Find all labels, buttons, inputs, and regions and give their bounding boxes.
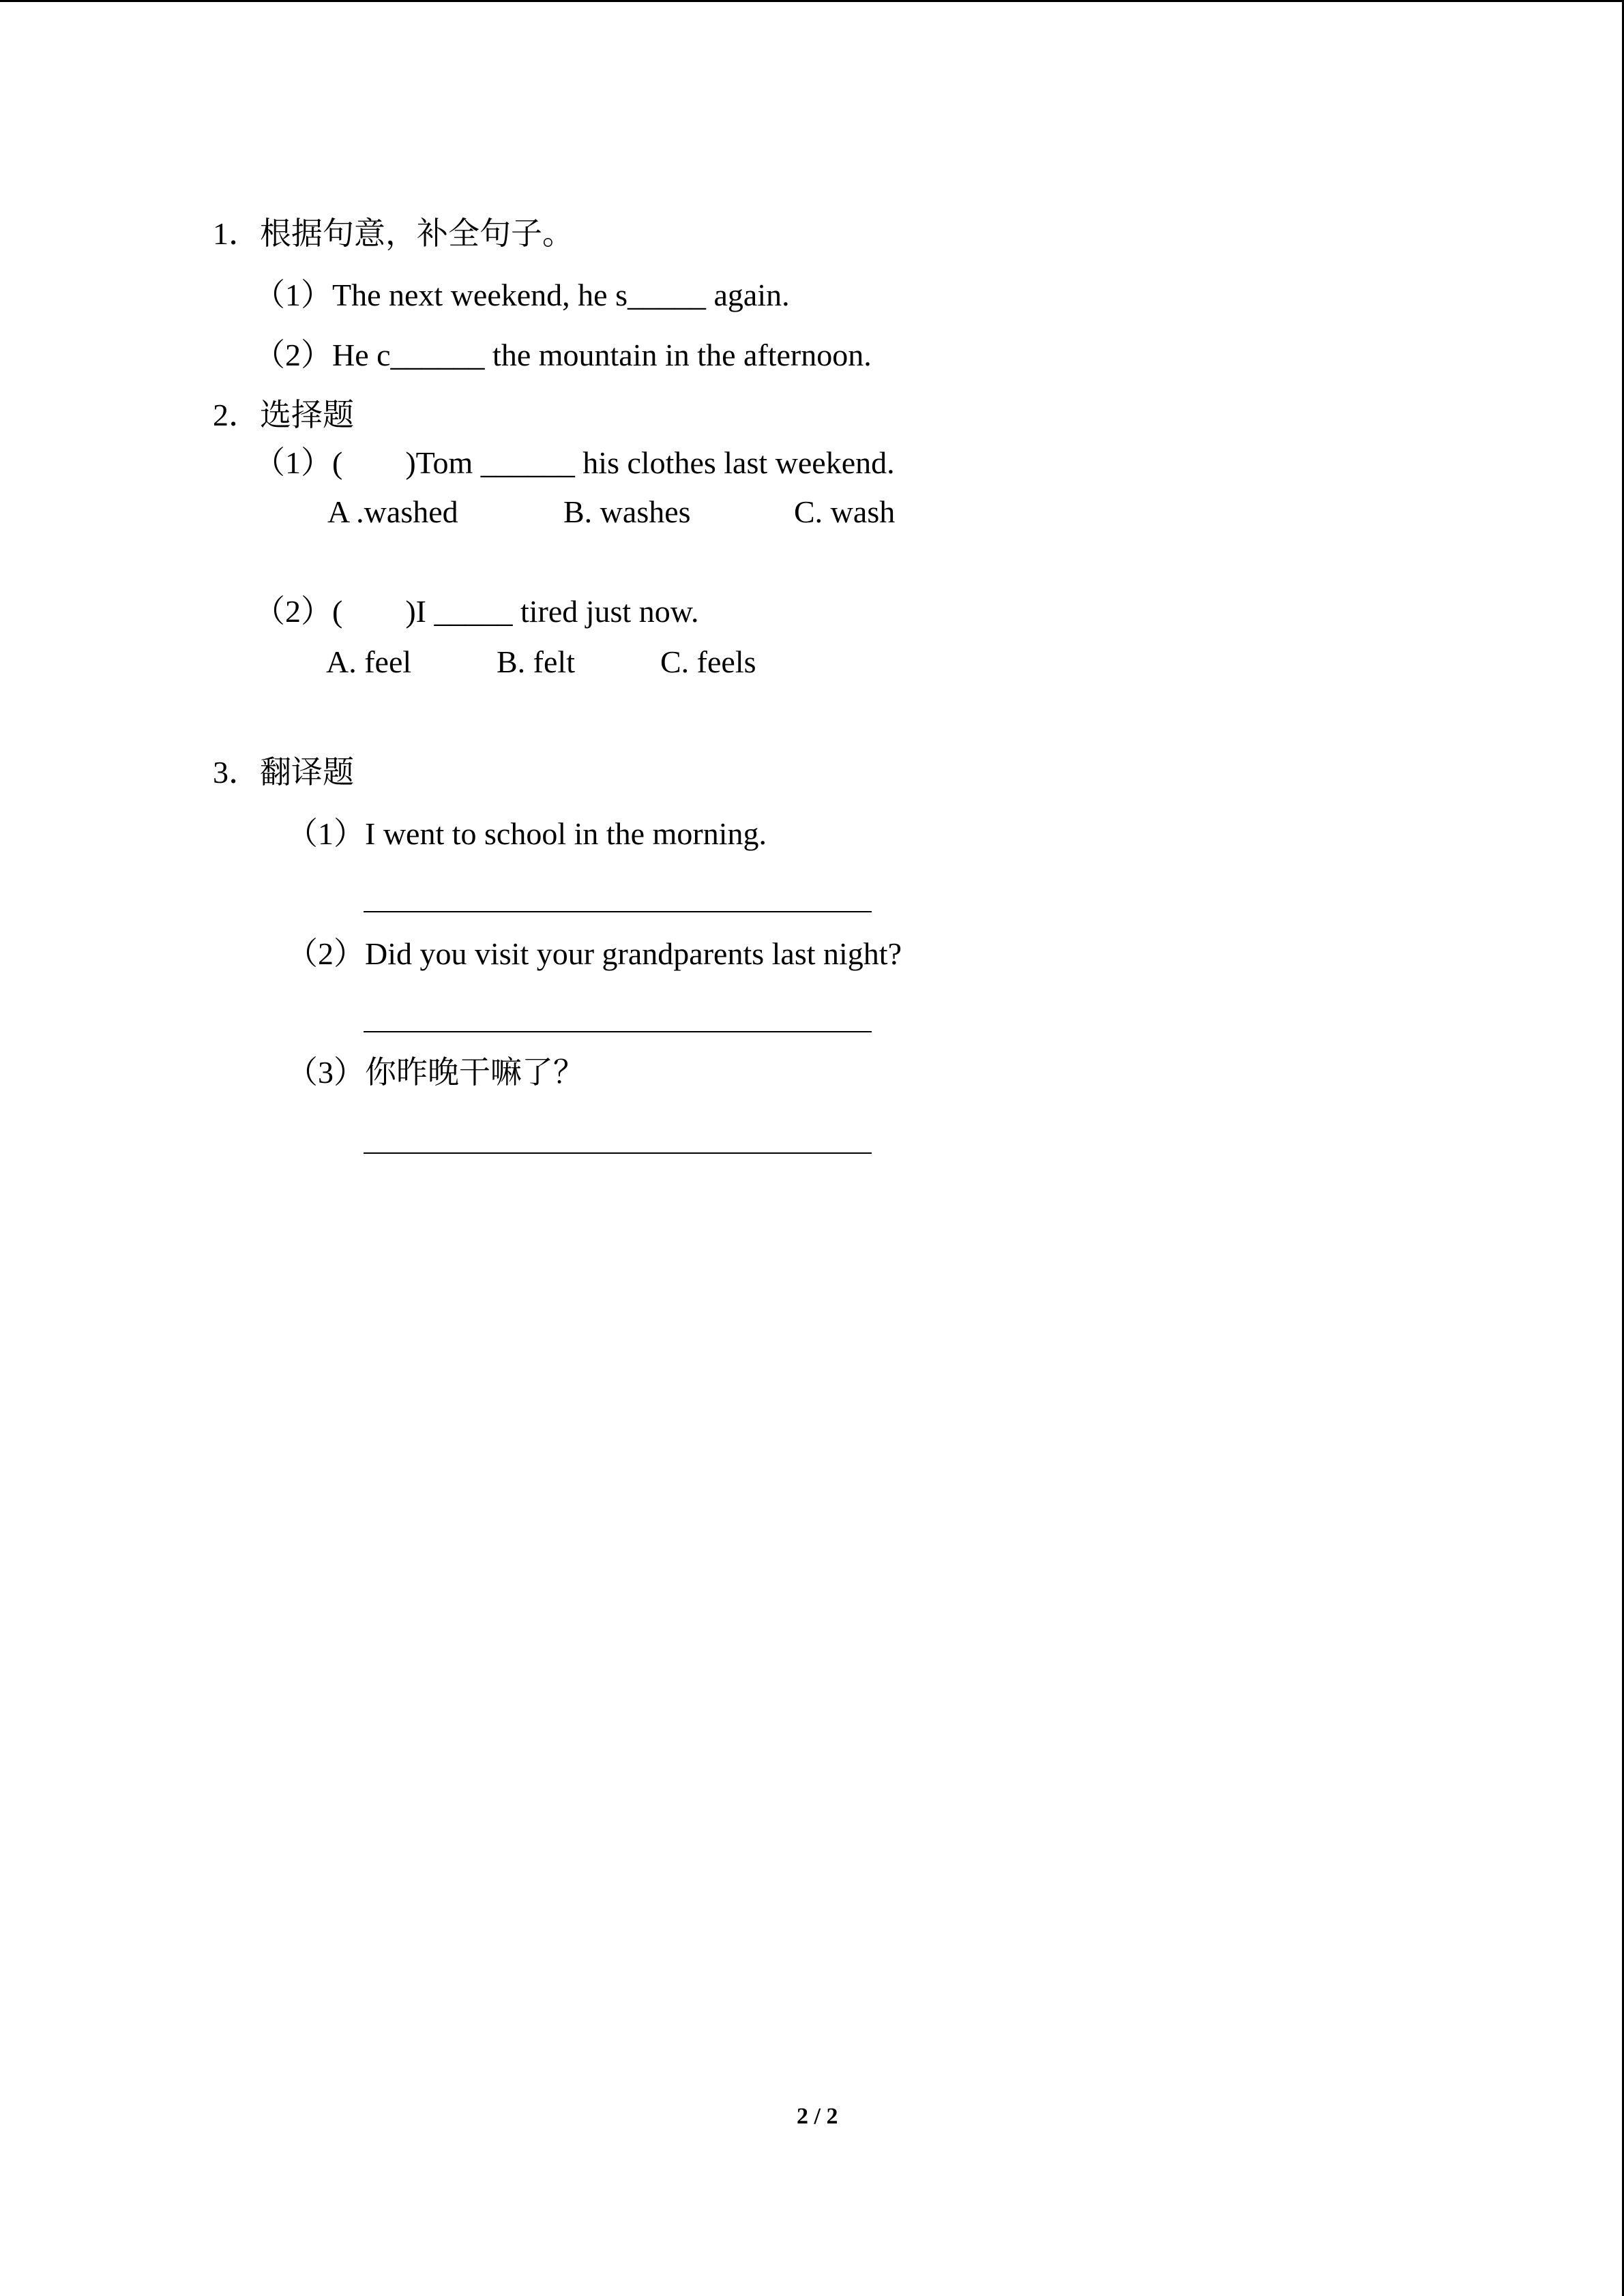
q2-item-1-option-b: B. washes [563,494,691,529]
q2-heading: 2．选择题 [213,398,354,432]
page-number: 2 / 2 [797,2104,838,2129]
q2-item-1-stem: （1）( )Tom ______ his clothes last weekend. [254,445,895,480]
q2-item-2-option-c: C. feels [660,644,756,679]
q3-answer-line-3[interactable] [364,1152,872,1154]
q3-item-1: （1）I went to school in the morning. [286,816,767,851]
q3-item-3: （3）你昨晚干嘛了？ [286,1055,585,1090]
q2-item-1-option-c: C. wash [794,494,896,529]
q2-item-2-stem: （2）( )I _____ tired just now. [254,594,699,629]
q3-answer-line-1[interactable] [364,911,872,912]
q2-item-2-option-b: B. felt [497,644,575,679]
q3-item-2: （2）Did you visit your grandparents last night? [286,936,902,971]
q1-item-1: （1）The next weekend, he s_____ again. [254,278,790,312]
q1-item-2: （2）He c______ the mountain in the afternoon. [254,338,872,372]
q2-item-1-option-a: A .washed [327,494,458,529]
q1-heading: 1．根据句意，补全句子。 [213,216,574,251]
q3-answer-line-2[interactable] [364,1031,872,1032]
q3-heading: 3．翻译题 [213,755,354,790]
q2-item-2-option-a: A. feel [326,644,412,679]
page-border-top [0,0,1624,2]
